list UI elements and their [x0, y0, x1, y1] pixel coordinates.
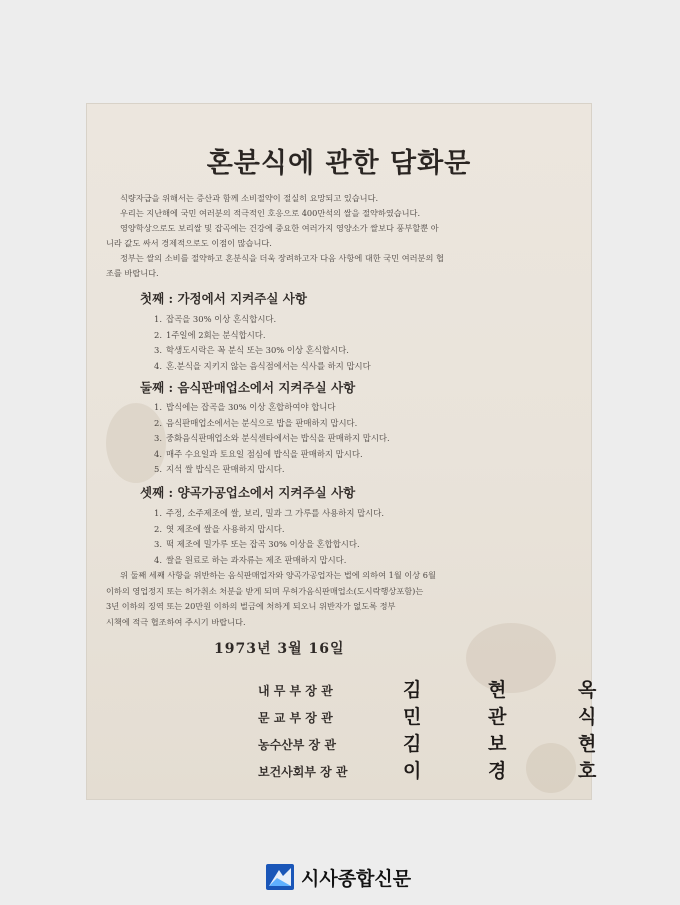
list-item	[154, 507, 384, 523]
intro-line: 영양학상으로도 보리쌀 및 잡곡에는 건강에 중요한 여러가지 영양소가 쌀보다 풍부할뿐 아	[120, 223, 439, 233]
intro-line: 니라 값도 싸서 경제적으로도 이점이 많습니다.	[106, 238, 272, 248]
newspaper-watermark	[265, 862, 415, 892]
closing-line: 위 둘째 세째 사항을 위반하는 음식판매업자와 양곡가공업자는 법에 의하여 1월 이상 6월	[120, 570, 436, 580]
intro-line: 정부는 쌀의 소비를 절약하고 혼분식을 더욱 장려하고자 다음 사항에 대한 국민 여러분의 협	[120, 253, 444, 263]
signer-name-char: 호	[578, 760, 597, 782]
item-text: 떡 제조에 밀가루 또는 잡곡 30% 이상을 혼합합시다.	[166, 539, 360, 549]
signer-name-char: 관	[488, 706, 507, 728]
intro-line: 식량자급을 위해서는 증산과 함께 소비절약이 절실히 요망되고 있습니다.	[120, 193, 379, 203]
intro-line: 우리는 지난해에 국민 여러분의 적극적인 호응으로 400만석의 쌀을 절약하였습니다.	[120, 208, 421, 218]
closing-paragraph	[106, 568, 574, 630]
item-text: 잡곡을 30% 이상 혼식합시다.	[166, 314, 277, 324]
section-heading-restaurants: 둘째 : 음식판매업소에서 지켜주실 사항	[140, 380, 356, 395]
list-item	[154, 329, 371, 345]
list-item	[154, 523, 384, 539]
item-text: 밥식에는 잡곡을 30% 이상 혼합하여야 합니다	[166, 402, 336, 412]
item-text: 학생도시락은 꼭 분식 또는 30% 이상 혼식합시다.	[166, 345, 349, 355]
signer-name-char: 이	[403, 760, 422, 782]
closing-line: 3년 이하의 징역 또는 20만원 이하의 벌금에 처하게 되오니 위반자가 없도록 정부	[106, 601, 396, 611]
closing-line: 시책에 적극 협조하여 주시기 바랍니다.	[106, 616, 246, 627]
section-items-restaurants	[154, 401, 390, 479]
item-text: 지석 쌀 밥식은 판매하지 맙시다.	[166, 464, 285, 474]
list-item	[154, 554, 384, 570]
item-text: 주정, 소주제조에 쌀, 보리, 밀과 그 가루를 사용하지 맙시다.	[166, 508, 385, 518]
signer-name-char: 옥	[578, 679, 597, 701]
item-number: 4.	[154, 360, 162, 371]
list-item	[154, 448, 390, 464]
item-number: 3.	[154, 539, 162, 549]
item-number: 5.	[154, 464, 162, 474]
item-number: 4.	[154, 554, 162, 565]
signer-office: 보건사회부 장 관	[258, 765, 348, 779]
section-items-grain-processors	[154, 507, 384, 569]
item-number: 1.	[154, 402, 162, 412]
signer-office: 내 무 부 장 관	[258, 684, 333, 698]
signer-name-char: 경	[488, 760, 507, 782]
item-number: 3.	[154, 433, 162, 443]
list-item	[154, 463, 390, 479]
item-number: 2.	[154, 417, 162, 428]
signer-name-char: 식	[578, 706, 597, 728]
item-text: 1주일에 2회는 분식합시다.	[166, 329, 266, 340]
list-item	[154, 344, 371, 360]
item-number: 3.	[154, 345, 162, 355]
document-title: 혼분식에 관한 담화문	[206, 148, 472, 179]
signer-name-char: 현	[488, 679, 507, 701]
list-item	[154, 432, 390, 448]
signer-name-char: 민	[403, 706, 422, 728]
stain	[526, 743, 576, 793]
newspaper-logo-icon	[265, 862, 295, 892]
item-text: 혼.분식을 지키지 않는 음식점에서는 식사를 하지 맙시다	[166, 360, 371, 371]
intro-line: 조를 바랍니다.	[106, 268, 159, 278]
item-text: 엿 제조에 쌀을 사용하지 맙시다.	[166, 523, 285, 534]
item-number: 2.	[154, 329, 162, 340]
item-text: 음식판매업소에서는 분식으로 밥을 판매하지 맙시다.	[166, 417, 358, 428]
intro-paragraph	[106, 191, 574, 281]
signer-office: 농수산부 장 관	[258, 738, 336, 752]
item-number: 4.	[154, 448, 162, 459]
list-item	[154, 360, 371, 376]
section-items-home	[154, 313, 371, 375]
list-item	[154, 538, 384, 554]
list-item	[154, 401, 390, 417]
item-text: 중화음식판매업소와 분식센타에서는 밥식을 판매하지 맙시다.	[166, 433, 390, 443]
signer-office: 문 교 부 장 관	[258, 711, 333, 725]
poster	[86, 103, 597, 800]
section-heading-home: 첫째 : 가정에서 지켜주실 사항	[140, 291, 307, 306]
signer-name-char: 보	[488, 733, 507, 755]
section-heading-grain-processors: 셋째 : 양곡가공업소에서 지켜주실 사항	[140, 485, 356, 500]
item-number: 1.	[154, 508, 162, 518]
item-number: 2.	[154, 523, 162, 534]
item-number: 1.	[154, 314, 162, 324]
item-text: 매주 수요일과 토요일 점심에 밥식을 판매하지 맙시다.	[166, 448, 363, 459]
item-text: 쌀을 원료로 하는 과자류는 제조 판매하지 맙시다.	[166, 554, 347, 565]
newspaper-brand-name: 시사종합신문	[301, 867, 412, 890]
signer-name-char: 현	[578, 733, 597, 755]
stain	[466, 623, 556, 693]
closing-line: 이하의 영업정지 또는 허가취소 처분을 받게 되며 무허가음식판매업소(도시락행상포함)는	[106, 585, 424, 596]
document-date: 1973년 3월 16일	[214, 641, 345, 657]
signer-name-char: 김	[403, 733, 422, 755]
list-item	[154, 313, 371, 329]
signer-name-char: 김	[403, 679, 422, 701]
list-item	[154, 417, 390, 433]
